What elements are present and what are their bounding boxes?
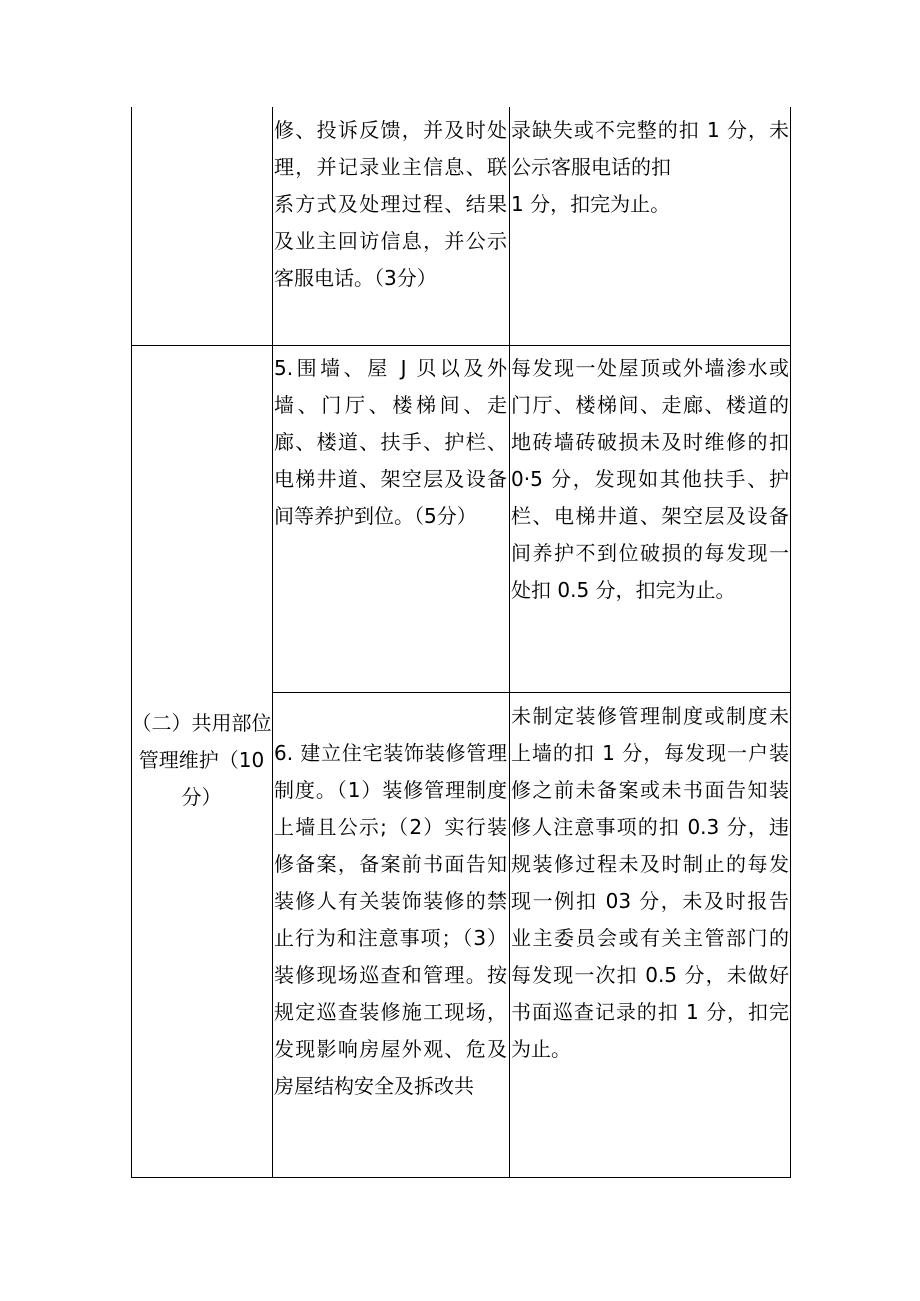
column-divider-2: [509, 107, 510, 1178]
row-divider-1: [131, 345, 791, 346]
table-row-1-standard: 修、投诉反馈，并及时处理，并记录业主信息、联系方式及处理过程、结果及业主回访信息，并公示客服电话。（3分）: [274, 118, 507, 290]
column-divider-1: [272, 107, 273, 1178]
row-divider-2: [272, 692, 791, 693]
table-row-2-standard: 5.围墙、屋 J 贝以及外墙、门厅、楼梯间、走廊、楼道、扶手、护栏、电梯井道、架空层及设备间等养护到位。（5分）: [274, 356, 507, 528]
assessment-table: [131, 107, 796, 1178]
table-row-1-scoring: 录缺失或不完整的扣 1 分，未公示客服电话的扣 1 分，扣完为止。: [511, 118, 789, 216]
table-border-left: [131, 107, 132, 1178]
table-border-bottom: [131, 1177, 791, 1178]
table-row-3-scoring: 未制定装修管理制度或制度未上墙的扣 1 分，每发现一户装修之前未备案或未书面告知装修人注意事项的扣 0.3 分，违规装修过程未及时制止的每发现一例扣 03 分，未及时报告业主委员会或有关主管部门的每发现一次扣 0.5 分，未做好书面巡查记录的扣 1 分，扣完为止。: [511, 704, 789, 1061]
category-shared-area-maintenance: （二）共用部位管理维护（10 分）: [131, 711, 272, 809]
table-row-3-standard: 6. 建立住宅装饰装修管理制度。（1）装修管理制度上墙且公示;（2）实行装修备案，备案前书面告知装修人有关装饰装修的禁止行为和注意事项；（3）装修现场巡查和管理。按规定巡查装修施工现场，发现影响房屋外观、危及房屋结构安全及拆改共: [274, 741, 507, 1098]
table-border-right: [790, 107, 791, 1178]
table-row-2-scoring: 每发现一处屋顶或外墙渗水或门厅、楼梯间、走廊、楼道的地砖墙砖破损未及时维修的扣 0·5 分，发现如其他扶手、护栏、电梯井道、架空层及设备间养护不到位破损的每发现一处扣 0.5 分，扣完为止。: [511, 356, 796, 602]
